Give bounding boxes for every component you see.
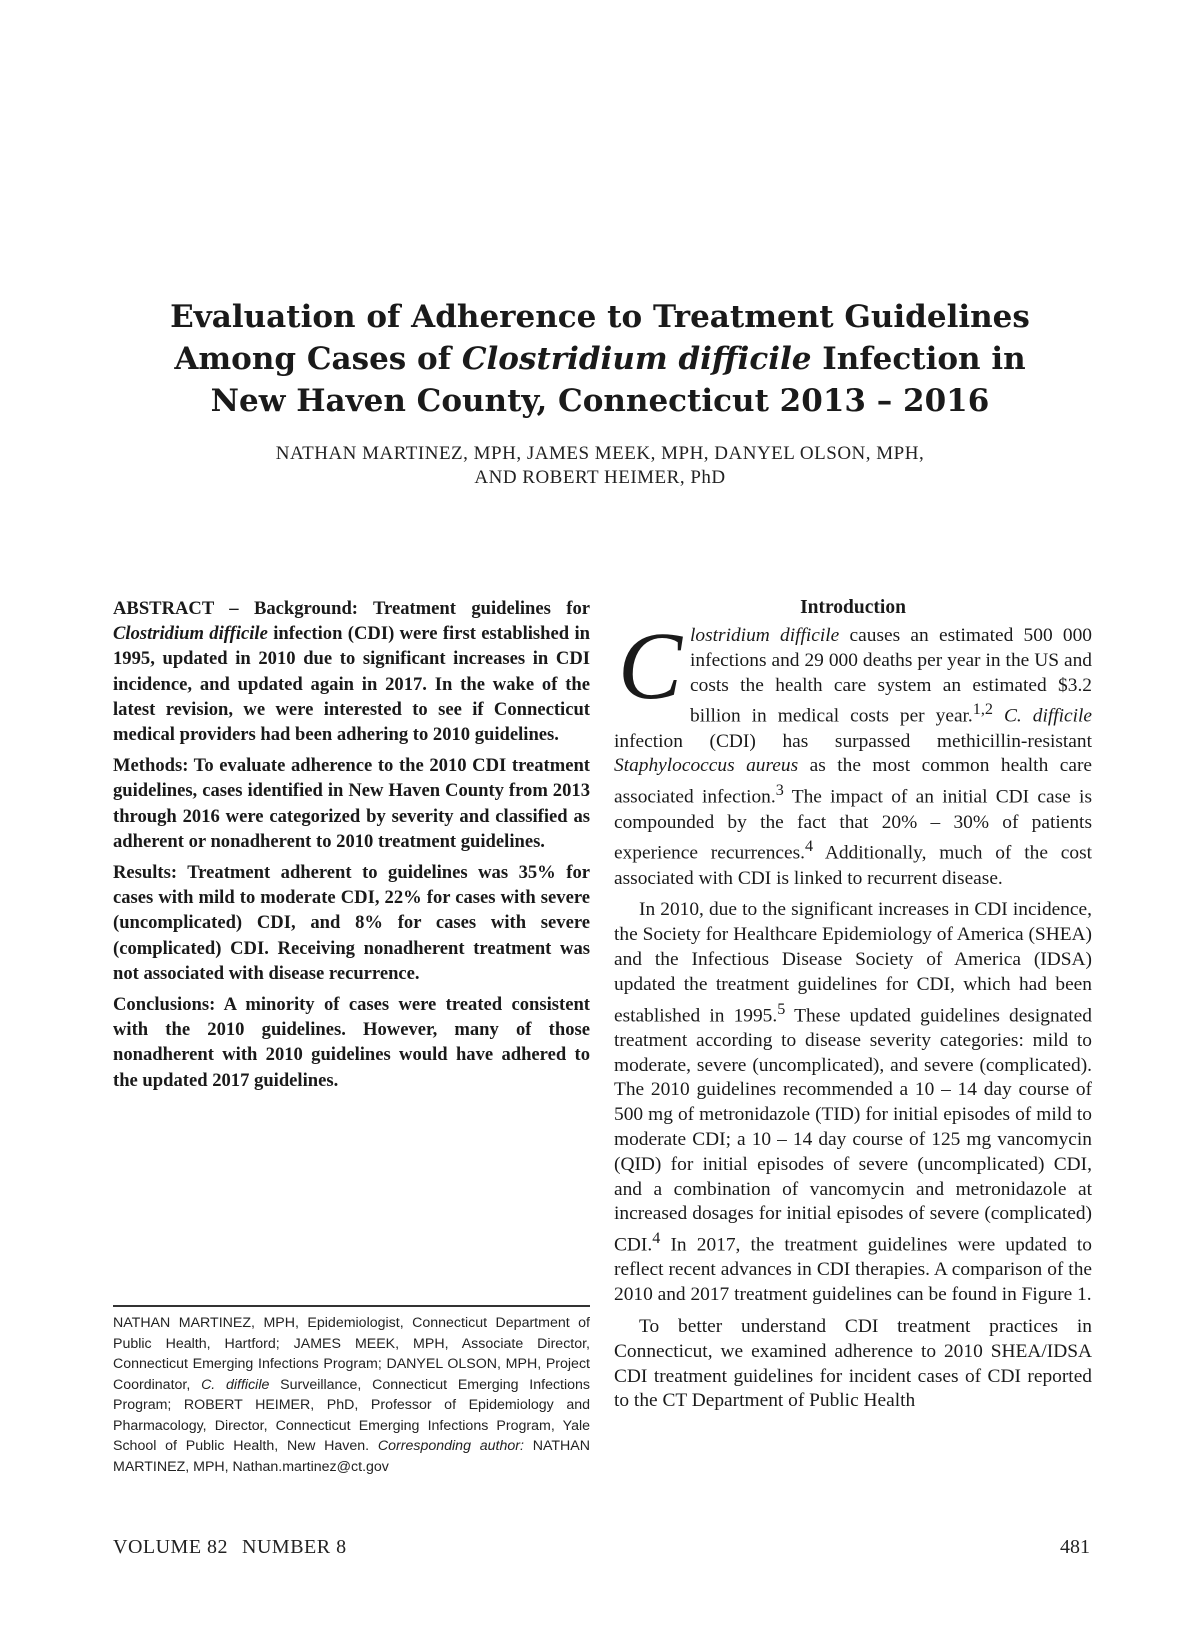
abstract-conclusions: Conclusions: A minority of cases were treated consistent with the 2010 guidelines. However, many of those nonadherent with 2010 guidelines would have adhered to the updated 2017 guidelines. xyxy=(113,994,590,1091)
citation: 4 xyxy=(805,838,814,856)
citation: 5 xyxy=(777,1000,786,1018)
journal-issue xyxy=(113,1536,347,1559)
number-label: NUMBER 8 xyxy=(242,1536,347,1558)
article-title xyxy=(150,296,1050,422)
footnote-divider xyxy=(113,1305,590,1307)
title-line-1: Evaluation of Adherence to Treatment Guidelines xyxy=(170,299,1030,335)
authors-line-1: NATHAN MARTINEZ, MPH, JAMES MEEK, MPH, DANYEL OLSON, MPH, xyxy=(275,443,925,464)
introduction-heading: Introduction xyxy=(800,597,906,618)
volume-label: VOLUME 82 xyxy=(113,1536,229,1558)
intro-paragraph-2: In 2010, due to the significant increases in CDI incidence, the Society for Healthcare Epidemiology of America (SHEA) and the Infectious Disease Society of America (IDSA) updated the treatment guidelines for CDI, which had been established in 1995.$^5$ These updated guidelines designated treatment according to disease severity categories: mild to moderate, severe (uncomplicated), and severe (complicated). The 2010 guidelines recommended a 10 – 14 day course of 500 mg of metronidazole (TID) for initial episodes of mild to moderate CDI; a 10 – 14 day course of 125 mg vancomycin (QID) for initial episodes of severe (uncomplicated) CDI, and a combination of vancomycin and metronidazole at increased dosages for initial episodes of severe (complicated) CDI.$^4$ In 2017, the treatment guidelines were updated to reflect recent advances in CDI therapies. A comparison of the 2010 and 2017 treatment guidelines can be found in Figure 1. xyxy=(614,899,1092,1306)
abstract xyxy=(113,596,590,1099)
intro-paragraph-3: To better understand CDI treatment practices in Connecticut, we examined adherence to 2010 SHEA/IDSA CDI treatment guidelines for incident cases of CDI reported to the CT Department of Public Health xyxy=(614,1316,1092,1412)
intro-paragraph-1: Clostridium difficile causes an estimated 500 000 infections and 29 000 deaths per year in the US and costs the health care system an estimated $3.2 billion in medical costs per year.$^{1,2}$ C. difficile infection (CDI) has surpassed methicillin-resistant Staphylococcus aureus as the most common health care associated infection.$^3$ The impact of an initial CDI case is compounded by the fact that 20% – 30% of patients experience recurrences.$^4$ Additionally, much of the cost associated with CDI is linked to recurrent disease. xyxy=(614,612,1093,889)
title-species-name: Clostridium difficile xyxy=(461,341,812,377)
abstract-results: Results: Treatment adherent to guidelines was 35% for cases with mild to moderate CDI, 22% for cases with severe (uncomplicated) CDI, and 8% for cases with severe (complicated) CDI. Receiving nonadherent treatment was not associated with disease recurrence. xyxy=(113,862,590,984)
introduction-section xyxy=(614,596,1092,1421)
abstract-methods: Methods: To evaluate adherence to the 2010 CDI treatment guidelines, cases identified in New Haven County from 2013 through 2016 were categorized by severity and classified as adherent or nonadherent to 2010 treatment guidelines. xyxy=(113,755,590,852)
author-list xyxy=(150,442,1050,490)
drop-cap: C xyxy=(618,612,683,719)
title-line-3: New Haven County, Connecticut 2013 – 2016 xyxy=(210,383,990,419)
citation: 3 xyxy=(775,782,784,800)
authors-line-2: AND ROBERT HEIMER, PhD xyxy=(474,467,726,488)
citation: 1,2 xyxy=(972,701,993,719)
author-affiliations: NATHAN MARTINEZ, MPH, Epidemiologist, Connecticut Department of Public Health, Hartford; JAMES MEEK, MPH, Associate Director, Connecticut Emerging Infections Program; DANYEL OLSON, MPH, Project Coordinator, C. difficile Surveillance, Connecticut Emerging Infections Program; ROBERT HEIMER, PhD, Professor of Epidemiology and Pharmacology, Director, Connecticut Emerging Infections Program, Yale School of Public Health, New Haven. Corresponding author: NATHAN MARTINEZ, MPH, Nathan.martinez@ct.gov xyxy=(113,1315,591,1475)
citation: 4 xyxy=(652,1230,661,1248)
title-line-2: Among Cases of Clostridium difficile Infection in xyxy=(174,341,1026,377)
title-block xyxy=(150,296,1050,490)
corresponding-author-email: NATHAN MARTINEZ, MPH, Nathan.martinez@ct.gov xyxy=(113,1438,590,1475)
abstract-background: ABSTRACT – Background: Treatment guidelines for Clostridium difficile infection (CDI) were first established in 1995, updated in 2010 due to significant increases in CDI incidence, and updated again in 2017. In the wake of the latest revision, we were interested to see if Connecticut medical providers had been adhering to 2010 guidelines. xyxy=(113,598,590,746)
page-number: 481 xyxy=(1060,1536,1090,1558)
